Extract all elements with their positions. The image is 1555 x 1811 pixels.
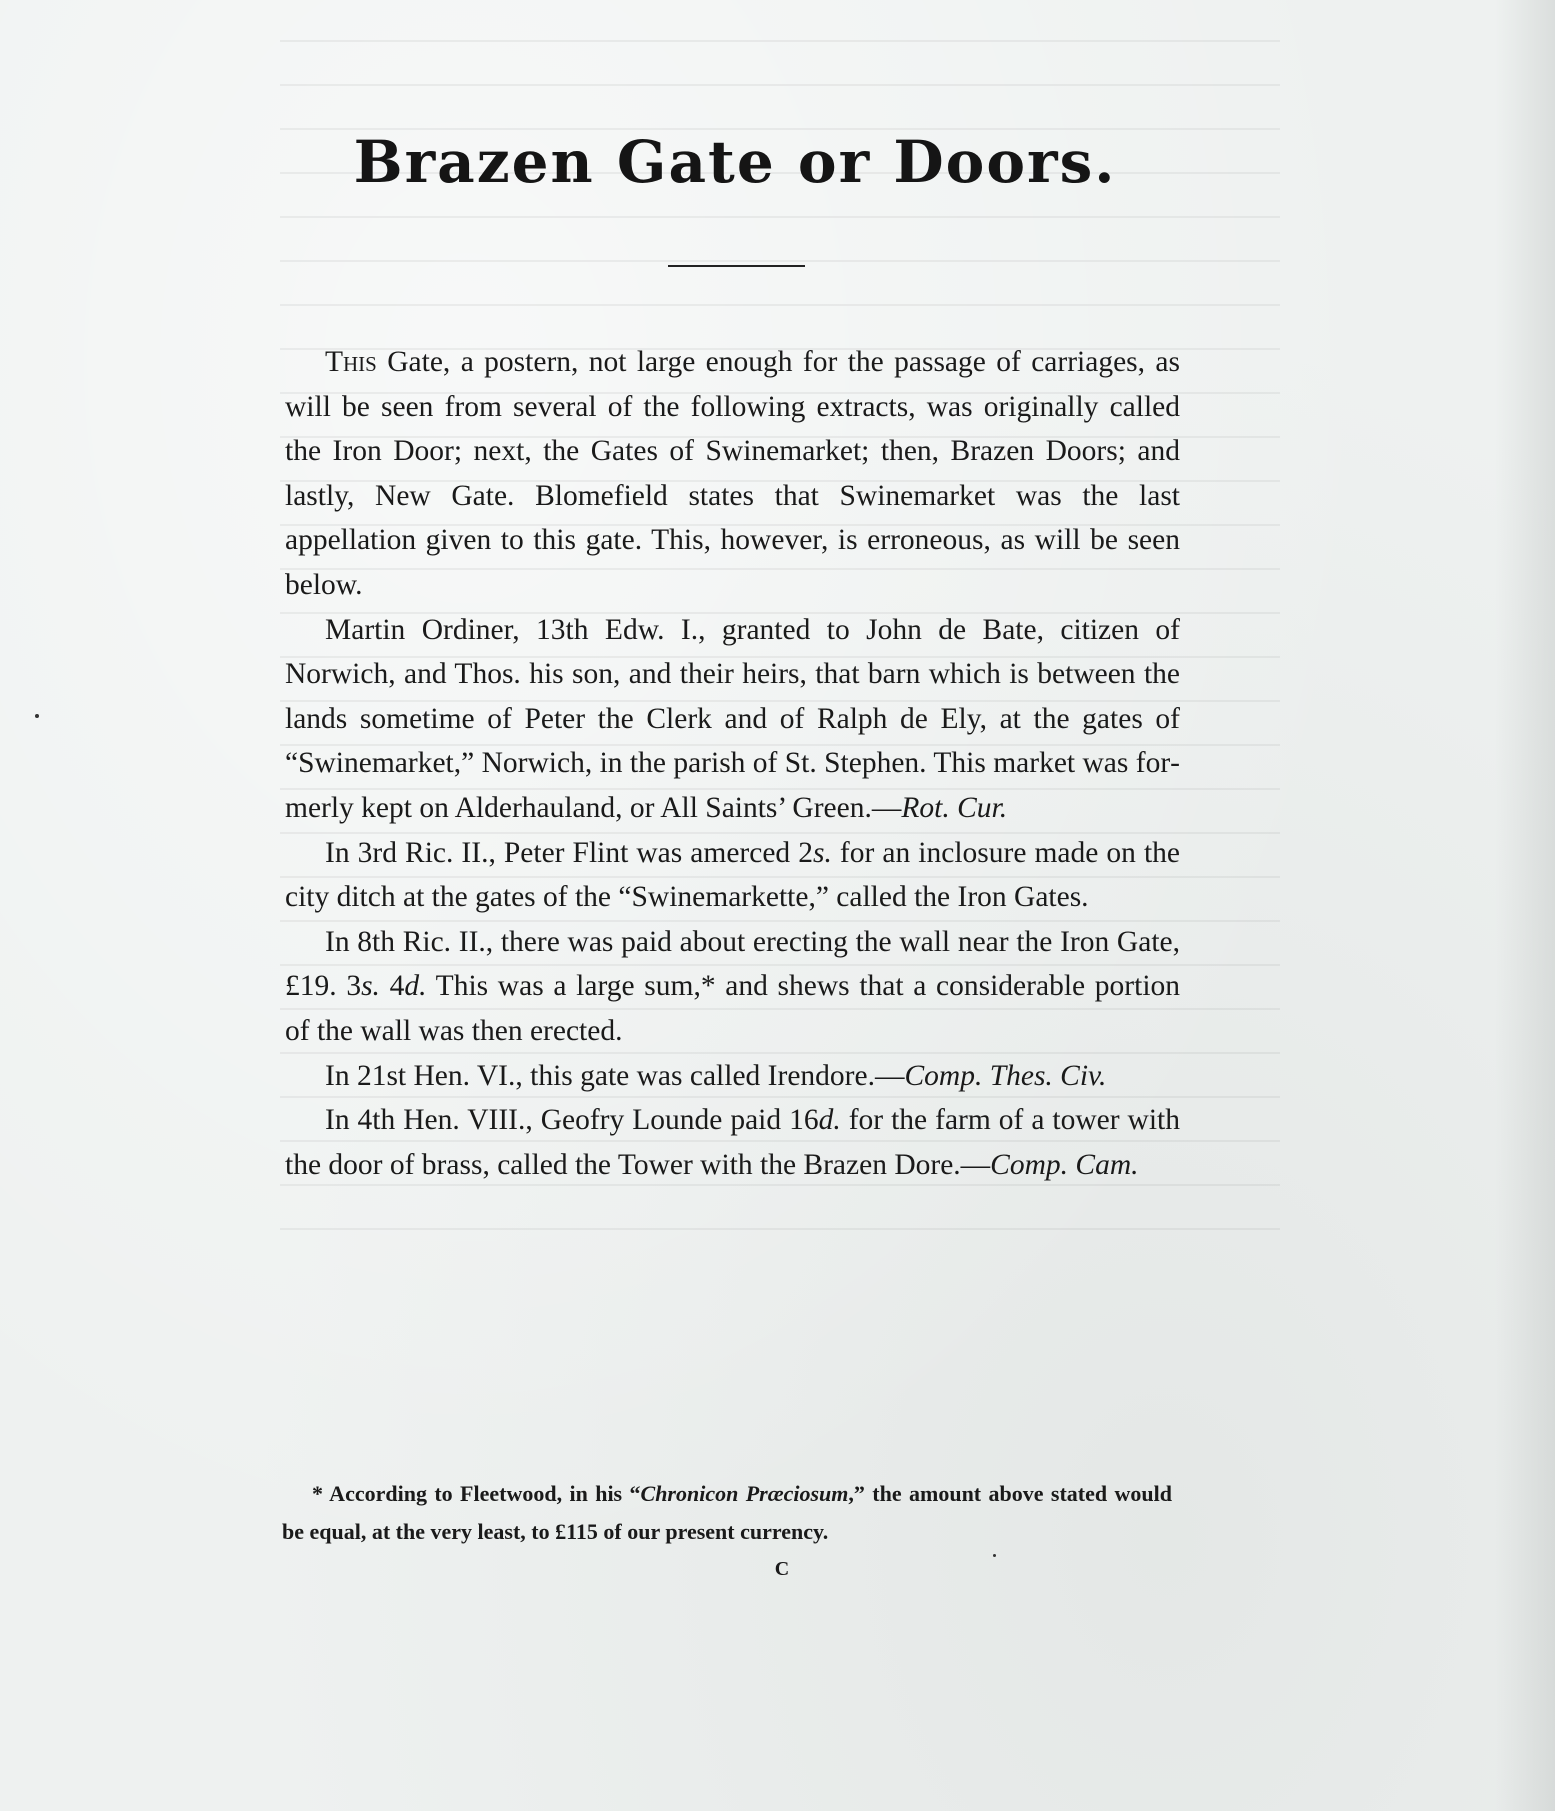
paragraph-5: In 21st Hen. VI., this gate was called Irendore.—Comp. Thes. Civ. — [325, 1059, 1107, 1092]
ink-speck — [35, 714, 39, 718]
footnote: * According to Fleetwood, in his “Chronicon Præciosum,” the amount above stated would be equal, at the very least, to £115 of our present currency. — [282, 1481, 1172, 1544]
citation: Rot. Cur. — [901, 791, 1008, 824]
ink-speck — [993, 1554, 996, 1557]
signature-mark: C — [774, 1558, 790, 1580]
citation: Comp. Cam. — [990, 1148, 1139, 1181]
paragraph-6: In 4th Hen. VIII., Geofry Lounde paid 16d. for the farm of a tower with the door of brass, called the Tower with the Brazen Dore.—Comp. Cam. — [285, 1104, 1181, 1181]
paragraph-3: In 3rd Ric. II., Peter Flint was amerced 2s. for an inclosure made on the city ditch at the gates of the “Swinemarkette,” called the Iron Gates. — [285, 836, 1181, 914]
footnote-work-title: Chronicon Præciosum — [640, 1481, 849, 1506]
citation: Comp. Thes. Civ. — [904, 1059, 1107, 1092]
drop-word: This — [325, 346, 377, 378]
page-title: Brazen Gate or Doors. — [353, 128, 1117, 196]
paragraph-1: This Gate, a postern, not large enough for the passage of carriages, as will be seen from several of the following extracts, was originally called the Iron Door; next, the Gates of Swinemarket; then, Brazen Doors; and lastly, New Gate. Blomefield states that Swinemarket was the last appellation given to this gate. This, however, is erroneous, as will be seen below. — [285, 346, 1180, 601]
body-text — [285, 340, 1180, 1187]
paragraph-4: In 8th Ric. II., there was paid about erecting the wall near the Iron Gate, £19. 3s. 4d. This was a large sum,* and shews that a considerable portion of the wall was then erected. — [285, 925, 1181, 1047]
page-edge-shadow — [1495, 0, 1555, 1811]
title-rule — [668, 265, 805, 267]
paragraph-2: Martin Ordiner, 13th Edw. I., granted to John de Bate, citizen of Norwich, and Thos. his son, and their heirs, that barn which is between the lands sometime of Peter the Clerk and of Ralph de Ely, at the gates of “Swinemarket,” Norwich, in the parish of St. Stephen. This market was formerly kept on Alderhauland, or All Saints’ Green.—Rot. Cur. — [285, 613, 1180, 824]
